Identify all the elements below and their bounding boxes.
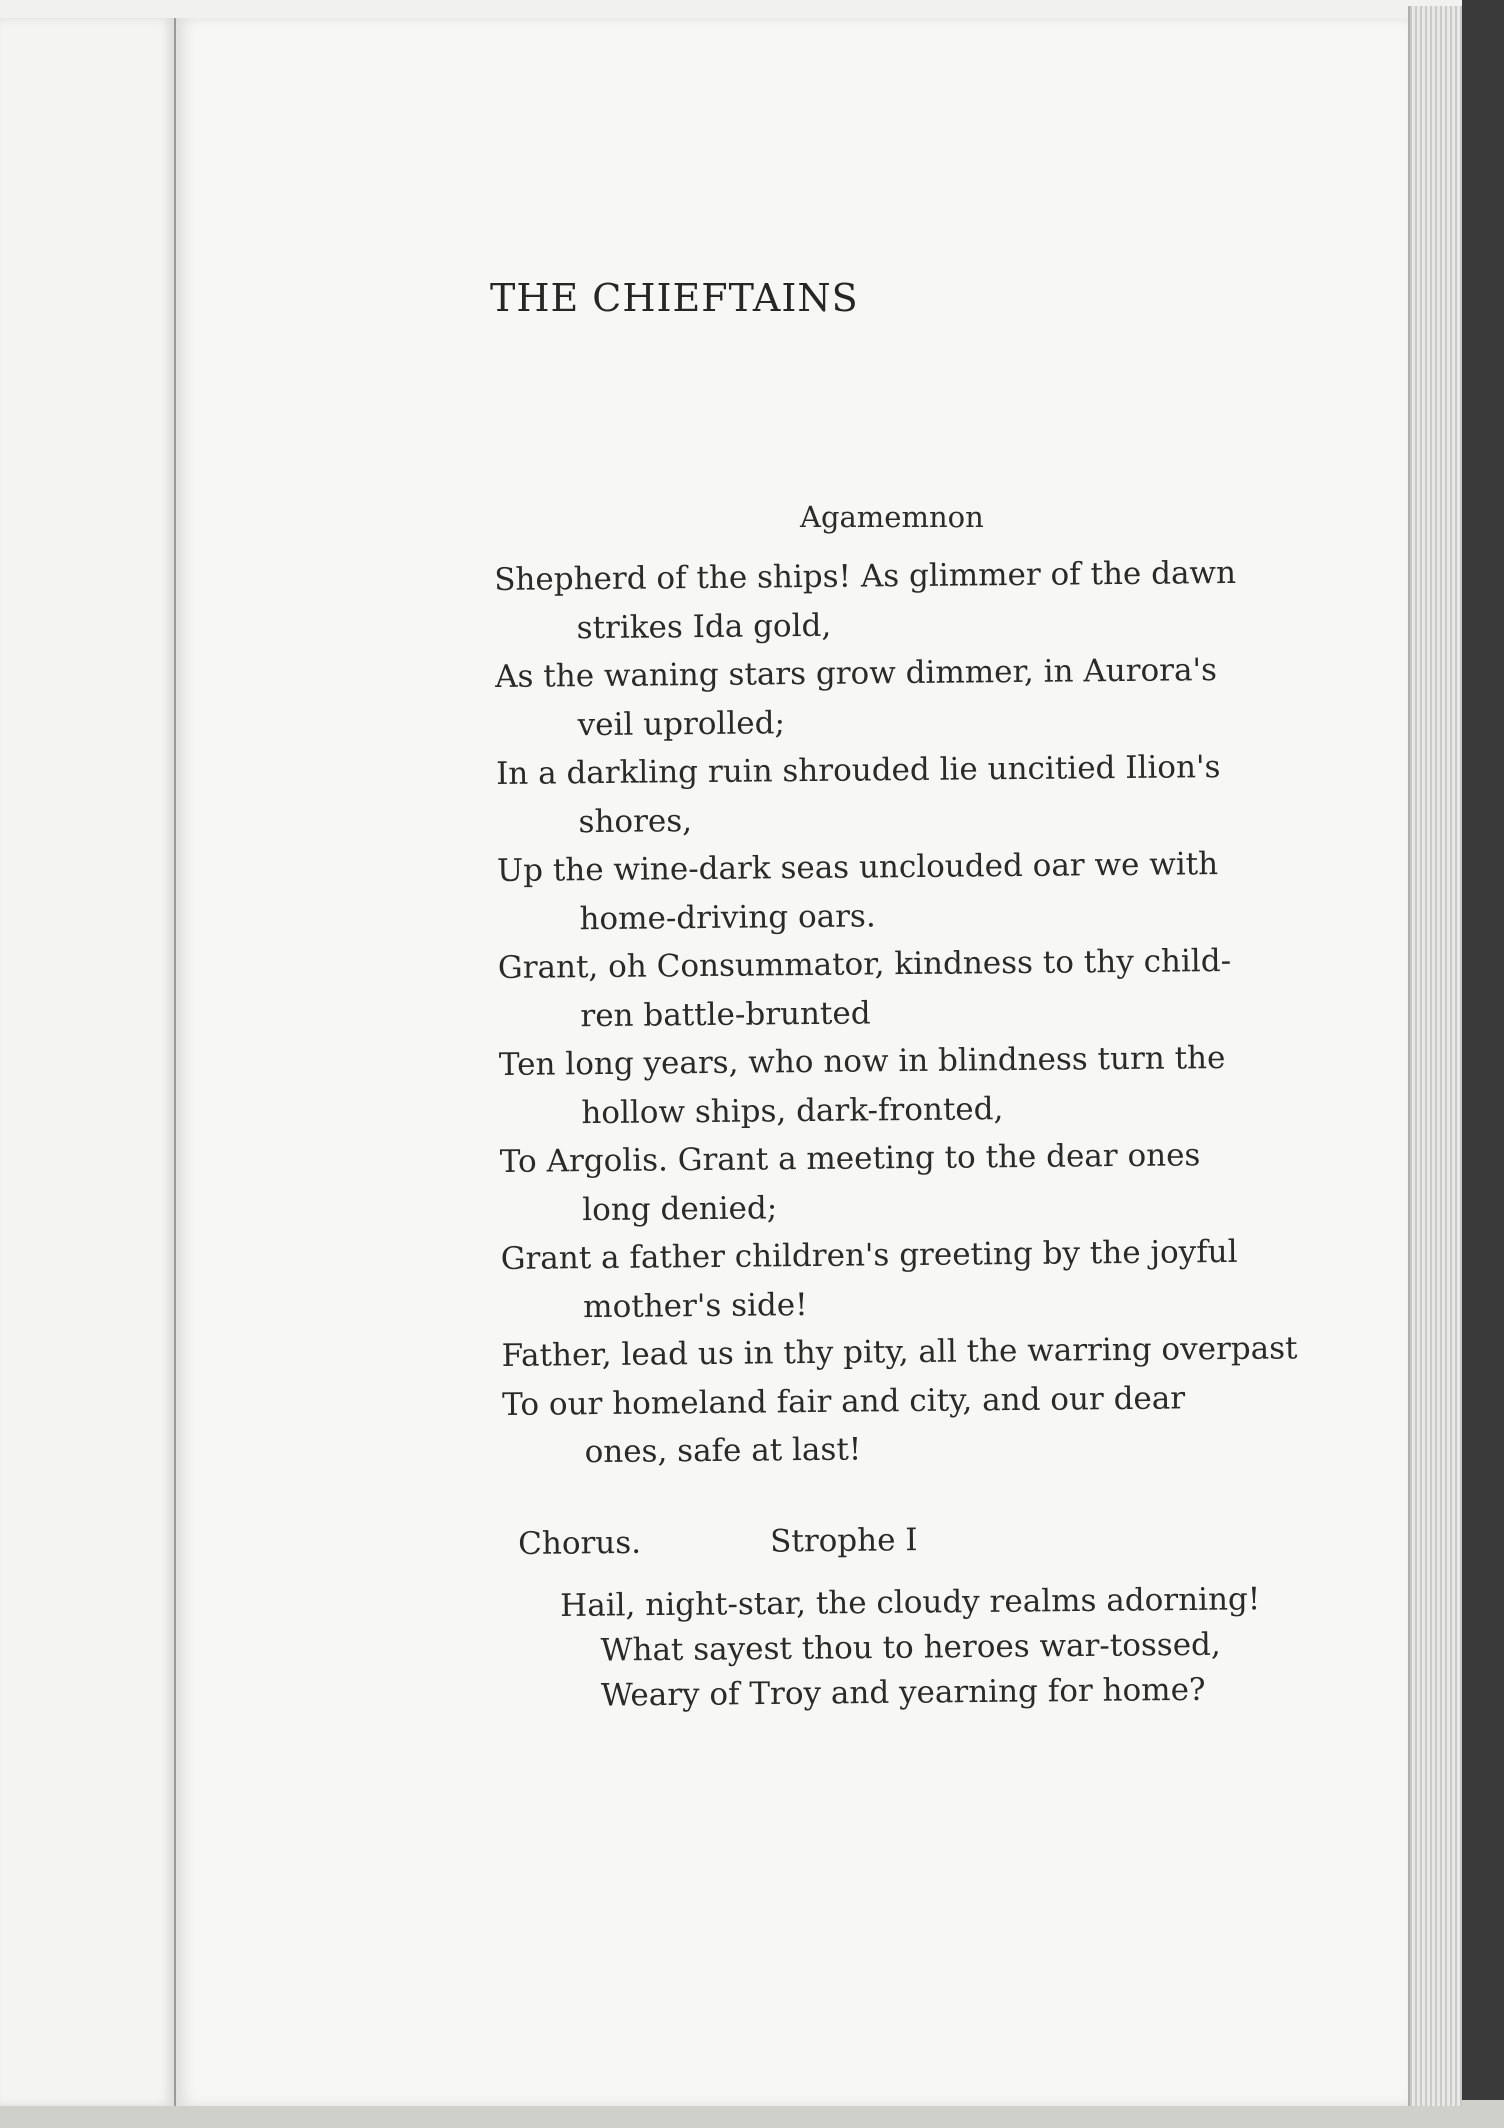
poem-line: Grant a father children's greeting by the joyful: [500, 1233, 1238, 1277]
poem-line: Shepherd of the ships! As glimmer of the dawn: [494, 554, 1237, 598]
poem-line: In a darkling ruin shrouded lie uncitied Ilion's: [495, 749, 1221, 792]
left-page: [0, 18, 177, 2106]
page-title: THE CHIEFTAINS: [490, 276, 859, 320]
poem-line: Ten long years, who now in blindness turn the: [498, 1040, 1226, 1083]
poem-line: veil uprolled;: [577, 704, 786, 743]
background-right: [1462, 0, 1504, 2128]
poem-text: [494, 548, 1348, 1478]
poem-line: strikes Ida gold,: [576, 607, 832, 646]
chorus-label: Chorus.: [518, 1524, 642, 1562]
poem-line: home-driving oars.: [579, 897, 876, 937]
page-edges: [1408, 6, 1462, 2106]
poem-line: mother's side!: [583, 1286, 808, 1325]
poem-line: Grant, oh Consummator, kindness to thy child-: [497, 942, 1232, 986]
poem-line: To Argolis. Grant a meeting to the dear ones: [499, 1137, 1201, 1180]
strophe-label: Strophe I: [769, 1522, 918, 1560]
strophe-line: What sayest thou to heroes war-tossed,: [600, 1626, 1221, 1669]
strophe-line: Weary of Troy and yearning for home?: [600, 1671, 1206, 1714]
poem-line: hollow ships, dark-fronted,: [581, 1090, 1004, 1131]
poem-line: long denied;: [582, 1189, 778, 1228]
chorus-heading: [518, 1519, 1218, 1562]
poem-line: Father, lead us in thy pity, all the warring overpast: [501, 1330, 1298, 1374]
strophe-line: Hail, night-star, the cloudy realms adorning!: [560, 1581, 1261, 1624]
poem-line: As the waning stars grow dimmer, in Aurora's: [494, 652, 1218, 695]
section-heading: Agamemnon: [800, 500, 984, 534]
poem-line: shores,: [578, 802, 693, 840]
chorus-strophe: [560, 1577, 1341, 1719]
poem-line: Up the wine-dark seas unclouded oar we with: [496, 846, 1219, 889]
poem-line: To our homeland fair and city, and our dear: [501, 1379, 1186, 1423]
poem-line: ones, safe at last!: [584, 1431, 862, 1471]
poem-line: ren battle-brunted: [580, 994, 871, 1034]
